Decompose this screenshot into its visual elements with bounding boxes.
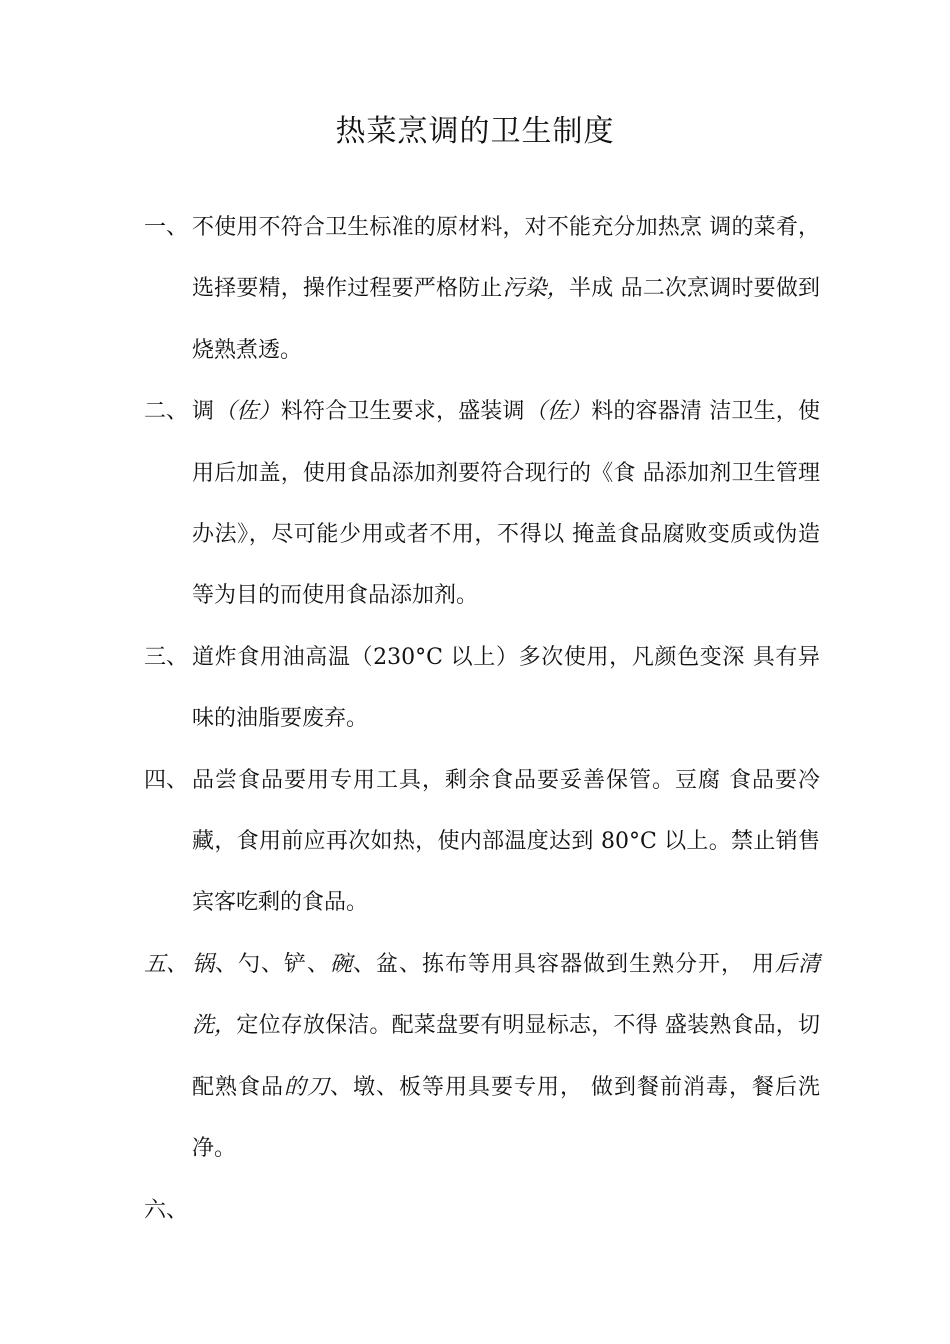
item-text-segment: 、盆、拣布等用具容器做到生熟分开， 用: [353, 951, 775, 977]
item-text-segment: 半成 品二次烹调时要做到烧熟煮透。: [192, 276, 820, 363]
regulation-item: [144, 1180, 820, 1241]
item-number: 六、: [144, 1197, 189, 1223]
item-number: 二、: [144, 399, 189, 425]
item-text: [192, 934, 820, 1180]
item-text: [192, 381, 820, 627]
item-text: [192, 197, 820, 381]
item-number: 四、: [144, 767, 189, 793]
regulation-item: [144, 381, 820, 627]
regulation-list: [144, 197, 820, 1241]
regulation-item: [144, 197, 820, 381]
item-number: 五、: [144, 951, 189, 977]
item-text-segment: （佐）: [214, 399, 281, 425]
item-text-segment: 的刀: [284, 1074, 330, 1100]
item-text: [192, 1180, 820, 1241]
item-text-segment: 碗: [330, 951, 353, 977]
item-text: [192, 750, 820, 934]
item-text-segment: 料的容器清 洁卫生，使用后加盖，使用食品添加剂要符合现行的《食 品添加剂卫生管理办法》，尽可能少用或者不用，不得以 掩盖食品腐败变质或伪造等为目的而使用食品添加剂。: [192, 399, 820, 609]
item-text-segment: （佐）: [524, 399, 592, 425]
item-text-segment: 料符合卫生要求，盛装调: [280, 399, 525, 425]
item-text-segment: 、勺、铲、: [215, 951, 330, 977]
item-text-segment: 后清洗，: [192, 951, 820, 1039]
item-number: 三、: [144, 644, 189, 670]
item-text-segment: 品尝食品要用专用工具，剩余食品要妥善保管。豆腐 食品要冷藏，食用前应再次如热，使内部温度达到 80°C 以上。禁止销售宾客吃剩的食品。: [192, 767, 820, 916]
item-text-segment: 定位存放保洁。配菜盘要有明显标志，不得 盛装熟食品，切配熟食品: [192, 1013, 820, 1100]
item-text-segment: 道炸食用油高温（230°C 以上）多次使用，凡颜色变深 具有异味的油脂要废弃。: [192, 644, 820, 732]
regulation-item: [144, 750, 820, 934]
item-text-segment: 锅: [192, 951, 215, 977]
item-text-segment: 调: [192, 399, 215, 425]
regulation-item: [144, 934, 820, 1180]
item-text: [192, 627, 820, 750]
item-text-segment: 不使用不符合卫生标准的原材料，对不能充分加热烹 调的菜肴，选择要精，操作过程要严格防止: [192, 215, 820, 302]
item-text-segment: 污染，: [502, 276, 570, 302]
regulation-item: [144, 627, 820, 750]
item-number: 一、: [144, 215, 189, 240]
document-title: 热菜烹调的卫生制度: [335, 114, 615, 149]
item-text-segment: 、墩、板等用具要专用， 做到餐前消毒，餐后洗净。: [192, 1074, 820, 1162]
